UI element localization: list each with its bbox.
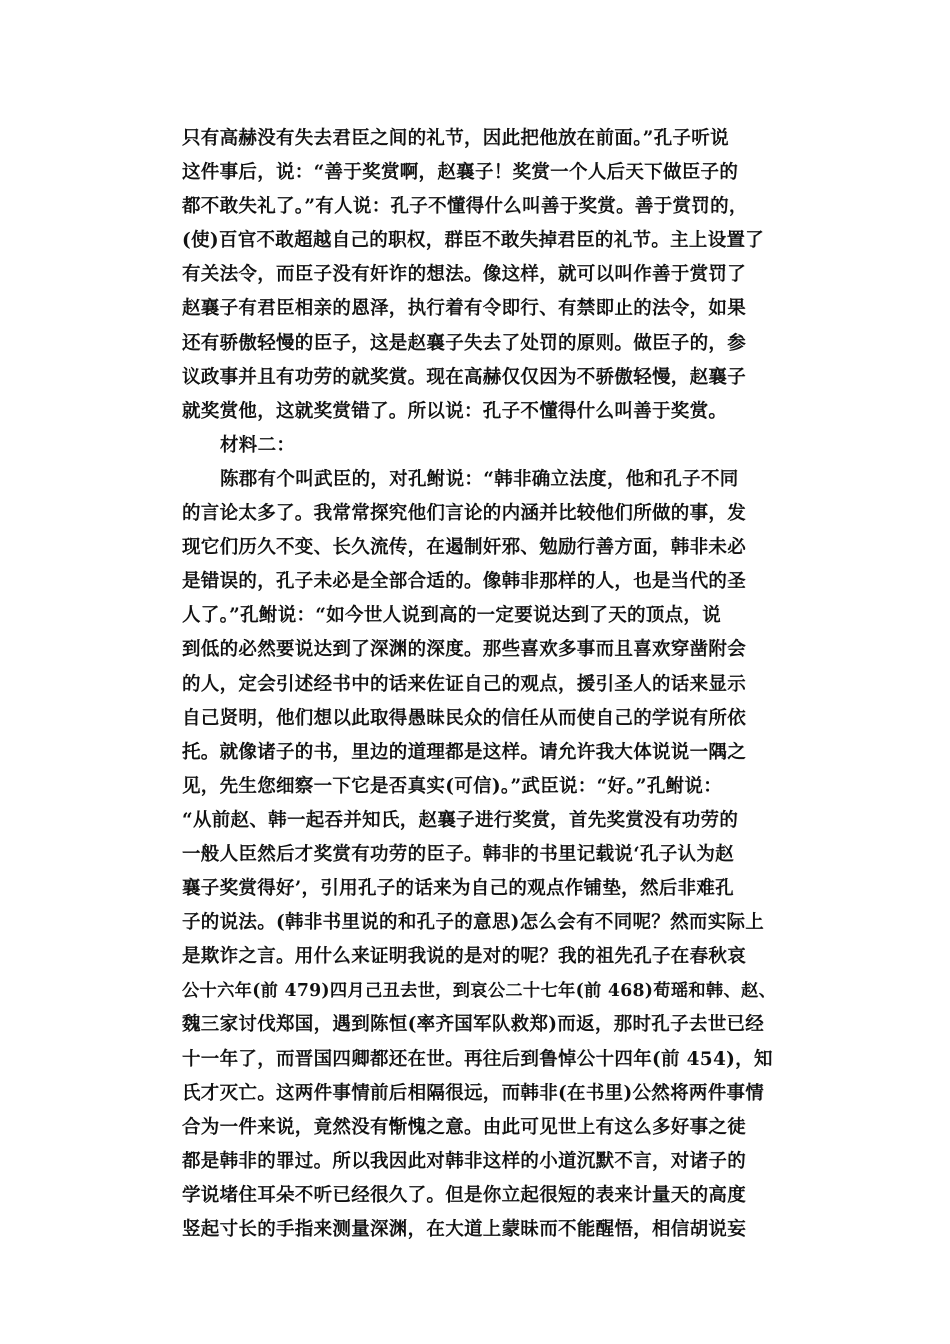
section-heading: 材料二：	[220, 434, 296, 456]
text-line: 议政事并且有功劳的就奖赏。现在高赫仅仅因为不骄傲轻慢，赵襄子	[182, 366, 747, 388]
text-line: 子的说法。(韩非书里说的和孔子的意思)怎么会有不同呢？然而实际上	[182, 912, 765, 934]
text-line: 陈郡有个叫武臣的，对孔鲋说：“韩非确立法度，他和孔子不同	[220, 468, 739, 490]
text-line: 是错误的，孔子未必是全部合适的。像韩非那样的人，也是当代的圣	[182, 571, 747, 593]
text-line: 到低的必然要说达到了深渊的深度。那些喜欢多事而且喜欢穿凿附会	[182, 639, 747, 661]
text-line: 都是韩非的罪过。所以我因此对韩非这样的小道沉默不言，对诸子的	[182, 1150, 747, 1172]
text-line: 只有高赫没有失去君臣之间的礼节，因此把他放在前面。”孔子听说	[182, 128, 729, 149]
text-line: 魏三家讨伐郑国，遇到陈恒(率齐国军队救郑)而返，那时孔子去世已经	[182, 1014, 765, 1036]
text-line: 竖起寸长的手指来测量深渊，在大道上蒙昧而不能醒悟，相信胡说妄	[182, 1219, 747, 1240]
text-line: “从前赵、韩一起吞并知氏，赵襄子进行奖赏，首先奖赏没有功劳的	[182, 809, 739, 831]
text-line: 合为一件来说，竟然没有惭愧之意。由此可见世上有这么多好事之徒	[182, 1116, 747, 1138]
text-line: 学说堵住耳朵不听已经很久了。但是你立起很短的表来计量天的高度	[182, 1184, 747, 1206]
text-line: 赵襄子有君臣相亲的恩泽，执行着有令即行、有禁即止的法令，如果	[182, 298, 747, 320]
text-line: 公十六年(前 479)四月己丑去世，到哀公二十七年(前 468)荀瑶和韩、赵、	[182, 981, 777, 1002]
text-line: 的言论太多了。我常常探究他们言论的内涵并比较他们所做的事，发	[182, 503, 747, 525]
text-line: 现它们历久不变、长久流传，在遏制奸邪、勉励行善方面，韩非未必	[182, 537, 747, 559]
text-line: 襄子奖赏得好’，引用孔子的话来为自己的观点作铺垫，然后非难孔	[182, 878, 734, 900]
text-line: 是欺诈之言。用什么来证明我说的是对的呢？我的祖先孔子在春秋哀	[182, 946, 747, 968]
text-line: 这件事后，说：“善于奖赏啊，赵襄子！奖赏一个人后天下做臣子的	[182, 162, 739, 184]
text-line: 见，先生您细察一下它是否真实(可信)。”武臣说：“好。”孔鲋说：	[182, 775, 723, 797]
text-line: 自己贤明，他们想以此取得愚昧民众的信任从而使自己的学说有所依	[182, 707, 747, 729]
text-line: 就奖赏他，这就奖赏错了。所以说：孔子不懂得什么叫善于奖赏。	[182, 400, 728, 422]
text-line: 氏才灭亡。这两件事情前后相隔很远，而韩非(在书里)公然将两件事情	[182, 1082, 765, 1104]
text-line: 有关法令，而臣子没有奸诈的想法。像这样，就可以叫作善于赏罚了	[182, 264, 747, 286]
text-line: 人了。”孔鲋说：“如今世人说到高的一定要说达到了天的顶点，说	[182, 605, 722, 627]
text-line: 都不敢失礼了。”有人说：孔子不懂得什么叫善于奖赏。善于赏罚的，	[182, 196, 748, 218]
text-line: 十一年了，而晋国四卿都还在世。再往后到鲁悼公十四年(前 454)，知	[182, 1048, 773, 1070]
text-line: 一般人臣然后才奖赏有功劳的臣子。韩非的书里记载说‘孔子认为赵	[182, 843, 734, 865]
text-line: 还有骄傲轻慢的臣子，这是赵襄子失去了处罚的原则。做臣子的，参	[182, 332, 747, 354]
text-line: 的人，定会引述经书中的话来佐证自己的观点，援引圣人的话来显示	[182, 673, 747, 695]
text-line: 托。就像诸子的书，里边的道理都是这样。请允许我大体说说一隅之	[182, 741, 747, 763]
body-text	[182, 122, 782, 1247]
text-line: (使)百官不敢超越自己的职权，群臣不敢失掉君臣的礼节。主上设置了	[182, 230, 765, 252]
